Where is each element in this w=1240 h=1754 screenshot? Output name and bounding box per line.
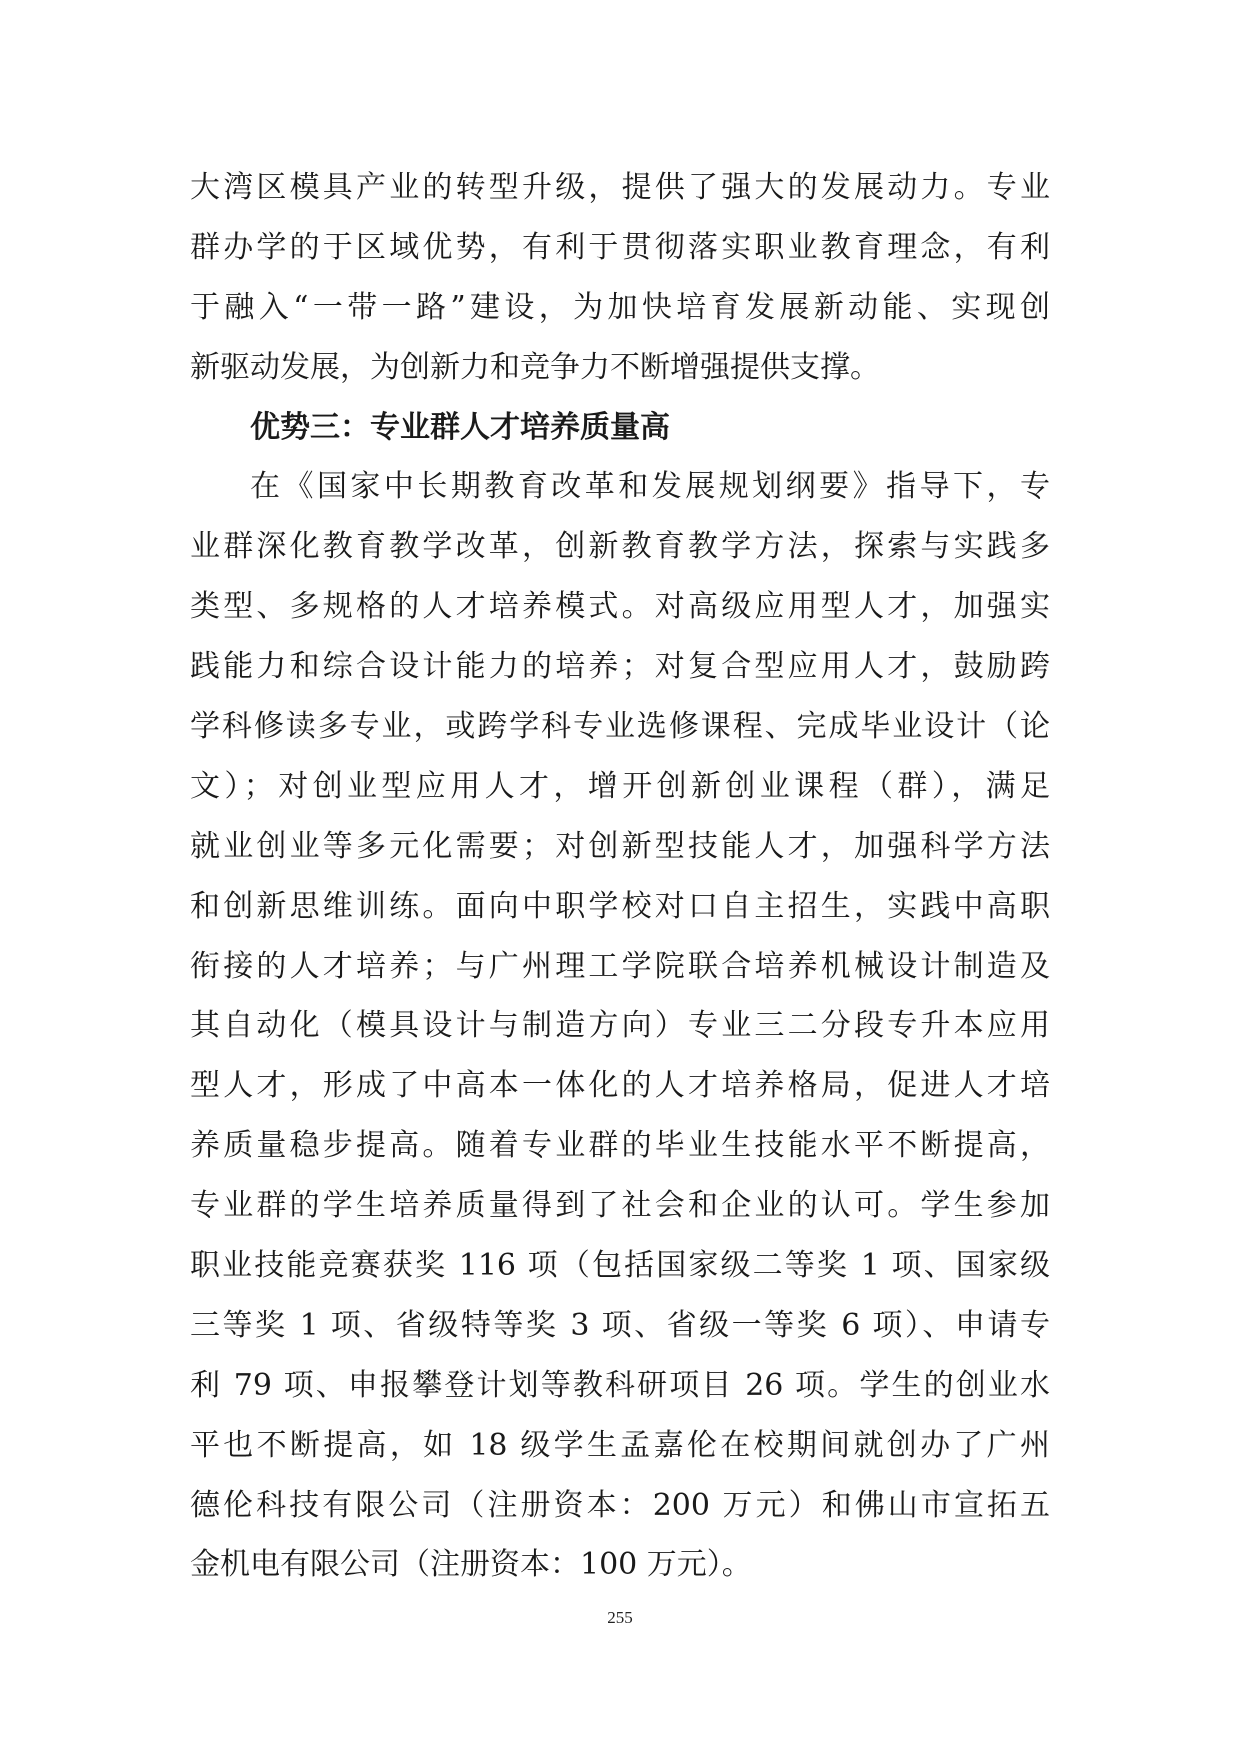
body-text (190, 158, 1050, 1595)
page-number: 255 (607, 1608, 633, 1627)
paragraph-line: 德伦科技有限公司（注册资本：200 万元）和佛山市宣拓五 (190, 1487, 1050, 1523)
paragraph-line: 和创新思维训练。面向中职学校对口自主招生，实践中高职 (190, 888, 1050, 924)
paragraph-line: 其自动化（模具设计与制造方向）专业三二分段专升本应用 (190, 1008, 1050, 1044)
paragraph-line: 践能力和综合设计能力的培养；对复合型应用人才，鼓励跨 (190, 649, 1050, 685)
paragraph-line: 类型、多规格的人才培养模式。对高级应用型人才，加强实 (190, 589, 1050, 625)
paragraph-line: 平也不断提高，如 18 级学生孟嘉伦在校期间就创办了广州 (190, 1427, 1050, 1463)
paragraph-line: 金机电有限公司（注册资本：100 万元）。 (190, 1547, 752, 1583)
paragraph-line: 文）；对创业型应用人才，增开创新创业课程（群），满足 (190, 768, 1050, 804)
paragraph-line: 学科修读多专业，或跨学科专业选修课程、完成毕业设计（论 (190, 709, 1050, 745)
section-heading: 优势三：专业群人才培养质量高 (250, 409, 670, 445)
paragraph-line: 新驱动发展，为创新力和竞争力不断增强提供支撑。 (190, 349, 880, 385)
paragraph-line: 养质量稳步提高。随着专业群的毕业生技能水平不断提高， (190, 1128, 1050, 1164)
paragraph-line: 利 79 项、申报攀登计划等教科研项目 26 项。学生的创业水 (190, 1367, 1050, 1403)
paragraph-line: 专业群的学生培养质量得到了社会和企业的认可。学生参加 (190, 1188, 1050, 1224)
paragraph-line: 在《国家中长期教育改革和发展规划纲要》指导下，专 (250, 469, 1050, 505)
paragraph-line: 群办学的于区域优势，有利于贯彻落实职业教育理念，有利 (190, 229, 1050, 265)
paragraph-line: 大湾区模具产业的转型升级，提供了强大的发展动力。专业 (190, 170, 1050, 205)
paragraph-line: 于融入“一带一路”建设，为加快培育发展新动能、实现创 (190, 289, 1050, 325)
paragraph-line: 型人才，形成了中高本一体化的人才培养格局，促进人才培 (190, 1068, 1050, 1104)
paragraph-line: 职业技能竞赛获奖 116 项（包括国家级二等奖 1 项、国家级 (190, 1248, 1050, 1284)
paragraph-line: 就业创业等多元化需要；对创新型技能人才，加强科学方法 (190, 828, 1050, 864)
paragraph-line: 业群深化教育教学改革，创新教育教学方法，探索与实践多 (190, 529, 1050, 565)
paragraph-line: 衔接的人才培养；与广州理工学院联合培养机械设计制造及 (190, 948, 1050, 984)
paragraph-line: 三等奖 1 项、省级特等奖 3 项、省级一等奖 6 项）、申请专 (190, 1307, 1050, 1343)
